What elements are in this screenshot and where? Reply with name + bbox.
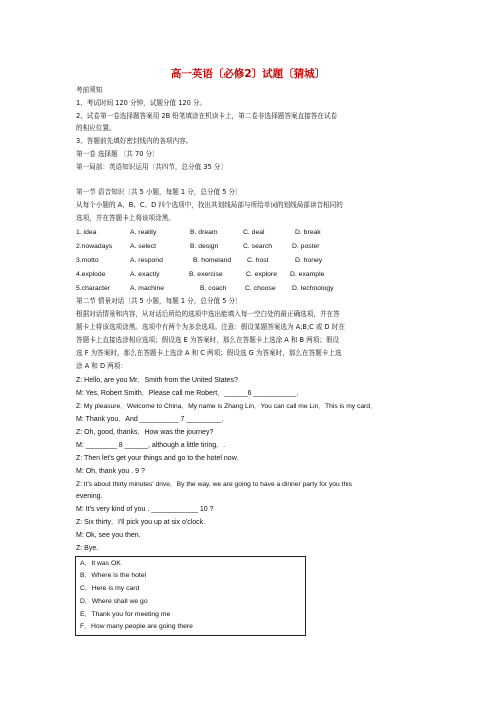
option-b: B. homeland <box>193 257 232 264</box>
question-word: 3.motto <box>76 257 99 264</box>
note-2-line-2: 的相应位置。 <box>76 124 116 132</box>
dialogue-line: Z: Oh, good, thanks．How was the journey? <box>76 429 214 436</box>
note-1: 1、考试时间 120 分钟，试题分值 120 分。 <box>76 99 207 107</box>
option-c: C. choose <box>245 285 276 292</box>
dialogue-line: Z: Bye. <box>76 545 99 552</box>
option-c: C. search <box>243 243 273 250</box>
option-b: B. coach <box>200 285 227 292</box>
option-d: D. poster <box>292 243 320 250</box>
page-title: 高一英语〔必修2〕试题〔猜城〕 <box>170 68 326 80</box>
option-b: B. exercise <box>189 271 223 278</box>
dialogue-line: M: ________ 8 ______, although a little tiring．. <box>76 442 226 449</box>
option-c: C. explore <box>246 271 277 278</box>
answer-option-a: A．It was OK <box>80 560 121 567</box>
dialogue-line: Z: Six thirty．I'll pick you up at six o'clock. <box>76 519 206 526</box>
dialogue-line: M: Oh, thank you . 9 ? <box>76 468 145 475</box>
answer-option-f: F．How many people are going there <box>80 623 193 630</box>
option-c: C. host <box>247 257 269 264</box>
option-d: D. honey <box>295 257 323 264</box>
dialogue-line: Z: Then let's get your things and go to the hotel now． <box>76 455 244 462</box>
dialogue-line: Z: My pleasure．Welcome to China．My name is Zhang Lin．You can call me Lin．This is my card． <box>76 403 377 410</box>
note-2-line-1: 2、试卷第一卷选择题答案用 2B 铅笔填涂在机读卡上，第二卷非选择题答案直接答在试卷 <box>76 112 338 120</box>
phonetics-header: 第一节 语音知识〔共 5 小题，每题 1 分，总分值 5 分〕 <box>76 188 242 196</box>
option-a: A. select <box>130 243 157 250</box>
part-one-header: 第一局部：英语知识运用〔共四节，总分值 35 分〕 <box>76 163 228 171</box>
dialogue-line: M: Ok, see you then. <box>76 532 141 539</box>
notes-heading: 考前须知 <box>76 86 103 94</box>
phonetics-instruction-1: 从每个小题的 A、B、C、D 四个选项中，找出其划线局部与所给单词的划线局部读音相同的 <box>76 201 343 209</box>
question-word: 5.character <box>76 285 111 292</box>
answer-option-b: B．Where is the hotel <box>80 572 147 579</box>
option-b: B. dream <box>190 229 218 236</box>
option-c: C. deal <box>243 229 265 236</box>
dialogue-line: Z: Hello, are you Mr．Smith from the United States? <box>76 377 238 384</box>
option-a: A. respond <box>130 257 163 264</box>
answer-option-c: C．Here is my card <box>80 585 140 592</box>
dialogue-instruction-1: 根据对话情景和内容，从对话后所给的选项中选出能填入每一空白处的最正确选项，并在答 <box>76 310 340 318</box>
dialogue-line: evening. <box>76 493 103 500</box>
note-3: 3、答题前先填好密封线内的各项内容。 <box>76 137 193 145</box>
dialogue-line: M: Thank you．And __________ 7 _________． <box>76 416 229 423</box>
dialogue-header: 第二节 情景对话〔共 5 小题，每题 1 分，总分值 5 分〕 <box>76 297 242 305</box>
answer-option-d: D．Where shall we go <box>80 598 148 605</box>
question-word: 4.explode <box>76 271 106 278</box>
question-word: 2.nowadays <box>76 243 113 250</box>
answer-option-e: E．Thank you for meeting me <box>80 611 171 618</box>
answer-options-box <box>75 556 306 636</box>
option-a: A. reality <box>130 229 157 236</box>
dialogue-line: M: It's very kind of you . ____________ 10 ? <box>76 506 214 513</box>
dialogue-instruction-3: 答题卡上直接选涂相应选项；假设选 E 为答案时，那么在答题卡上选涂 A 和 B 两项；假设 <box>76 336 340 344</box>
dialogue-line: M: Yes, Robert Smith．Please call me Robert．______6 ___________． <box>76 390 304 397</box>
option-d: D. technology <box>292 285 334 292</box>
dialogue-instruction-2: 题卡上将该选项涂黑。选项中有两个为多余选项。注意：假设某题答案选为 A;B;C 或 D 时在 <box>76 323 345 331</box>
dialogue-instruction-4: 选 F 为答案时，那么在答题卡上选涂 A 和 C 两项；假设选 G 为答案时，那么在答题卡上选 <box>76 349 342 357</box>
dialogue-instruction-5: 涂 A 和 D 两项： <box>76 362 127 370</box>
section-one-header: 第一卷 选择题 〔共 70 分〕 <box>76 150 159 158</box>
option-a: A. machine <box>130 285 165 292</box>
question-word: 1. idea <box>76 229 97 236</box>
phonetics-instruction-2: 选项，并在答题卡上将该项涂黑。 <box>76 214 175 222</box>
option-d: D. break <box>295 229 321 236</box>
option-a: A. exactly <box>130 271 160 278</box>
option-b: B. design <box>190 243 219 250</box>
option-d: D. example <box>290 271 325 278</box>
dialogue-line: Z: It's about thirty minutes' drive．By the way, we are going to have a dinner party for you this <box>76 481 353 488</box>
